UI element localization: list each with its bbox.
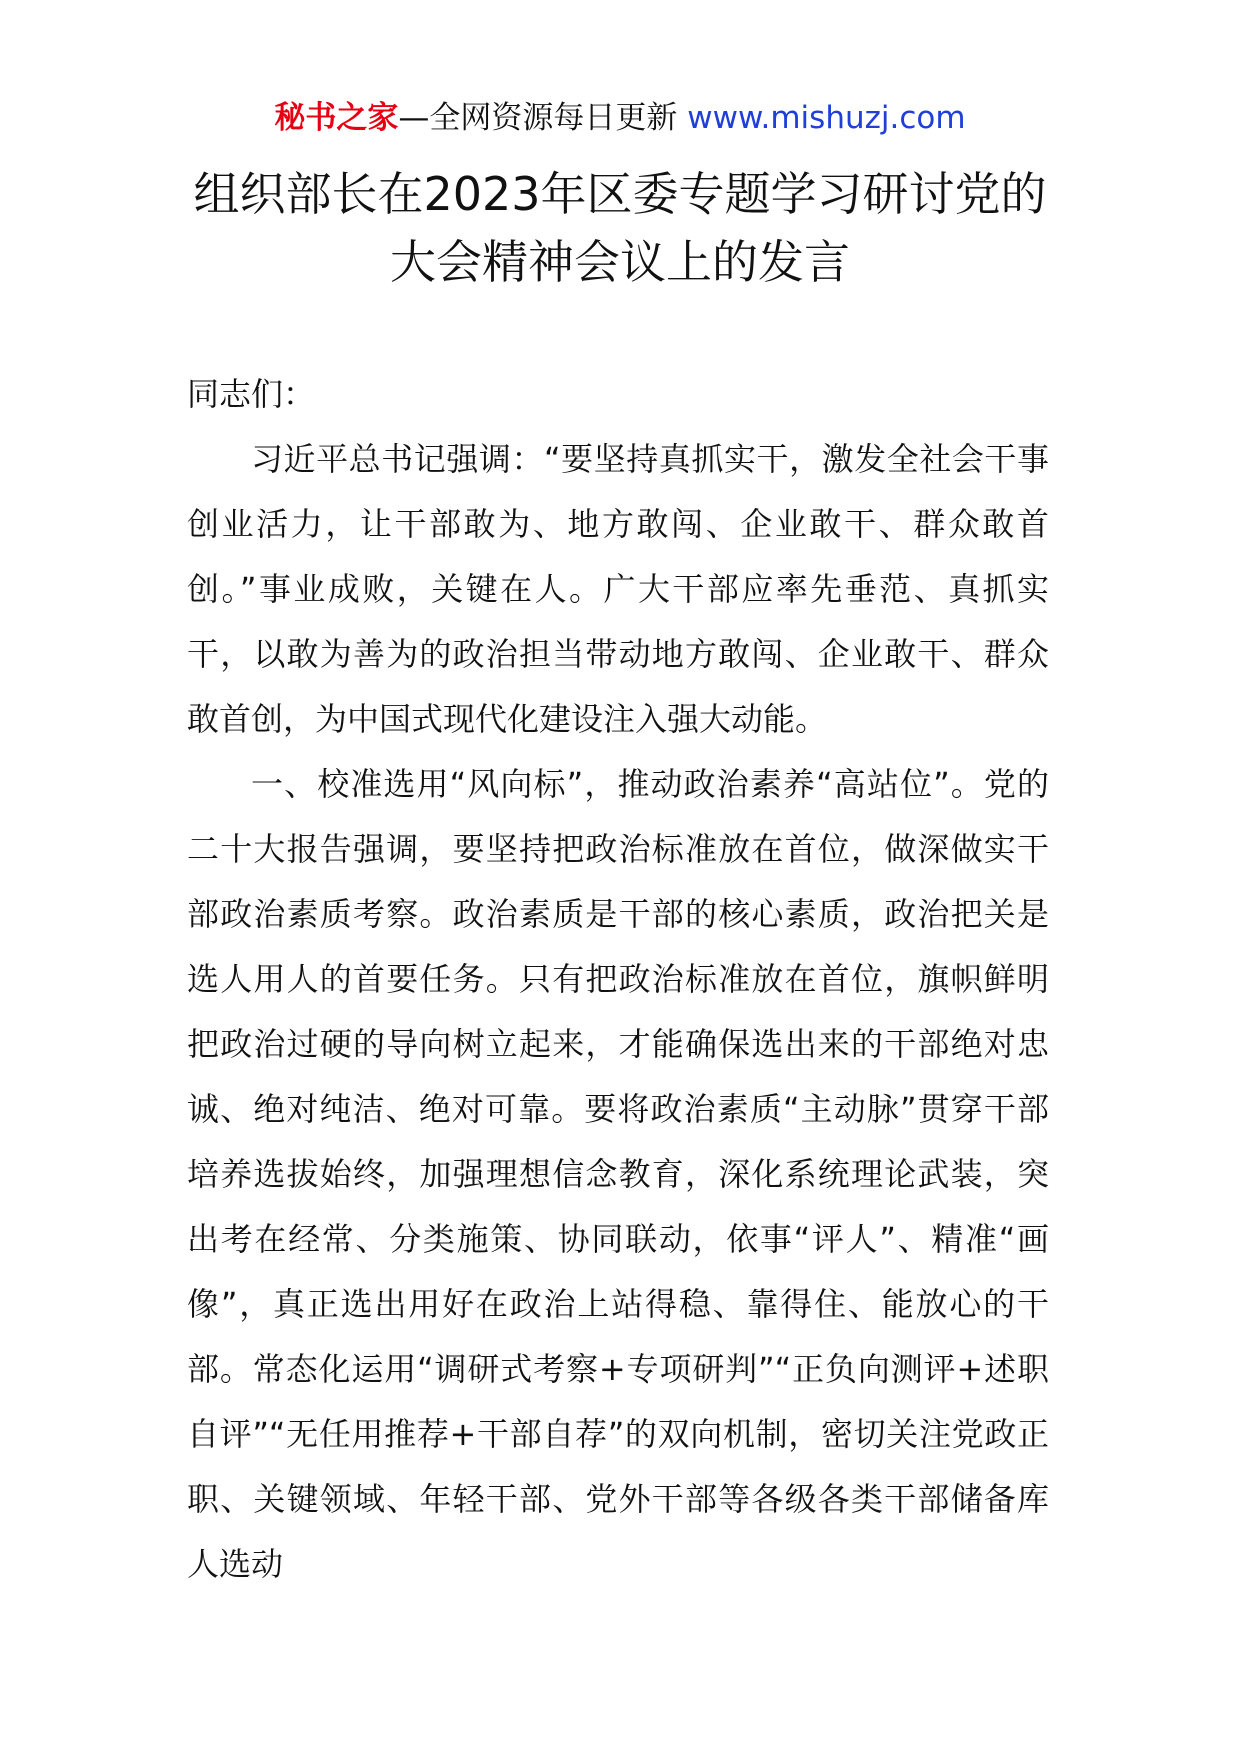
site-slogan: —全网资源每日更新 <box>398 100 678 136</box>
paragraph-2: 一、校准选用“风向标”，推动政治素养“高站位”。党的二十大报告强调，要坚持把政治标准放在首位，做深做实干部政治素质考察。政治素质是干部的核心素质，政治把关是选人用人的首要任务。只有把政治标准放在首位，旗帜鲜明把政治过硬的导向树立起来，才能确保选出来的干部绝对忠诚、绝对纯洁、绝对可靠。要将政治素质“主动脉”贯穿干部培养选拔始终，加强理想信念教育，深化系统理论武装，突出考在经常、分类施策、协同联动，依事“评人”、精准“画像”，真正选出用好在政治上站得稳、靠得住、能放心的干部。常态化运用“调研式考察+专项研判”“正负向测评+述职自评”“无任用推荐+干部自荐”的双向机制，密切关注党政正职、关键领域、年轻干部、党外干部等各级各类干部储备库人选动 <box>187 765 1049 1583</box>
site-brand: 秘书之家 <box>274 100 399 136</box>
document-body <box>187 362 1049 1597</box>
site-header <box>0 98 1240 138</box>
document-title <box>150 160 1090 296</box>
site-url-link[interactable]: www.mishuzj.com <box>687 100 966 136</box>
title-line-2: 大会精神会议上的发言 <box>390 235 850 289</box>
paragraph-1: 习近平总书记强调：“要坚持真抓实干，激发全社会干事创业活力，让干部敢为、地方敢闯、企业敢干、群众敢首创。”事业成败，关键在人。广大干部应率先垂范、真抓实干，以敢为善为的政治担当带动地方敢闯、企业敢干、群众敢首创，为中国式现代化建设注入强大动能。 <box>187 440 1049 738</box>
salutation: 同志们： <box>187 375 316 413</box>
title-line-1: 组织部长在2023年区委专题学习研讨党的 <box>193 167 1047 221</box>
